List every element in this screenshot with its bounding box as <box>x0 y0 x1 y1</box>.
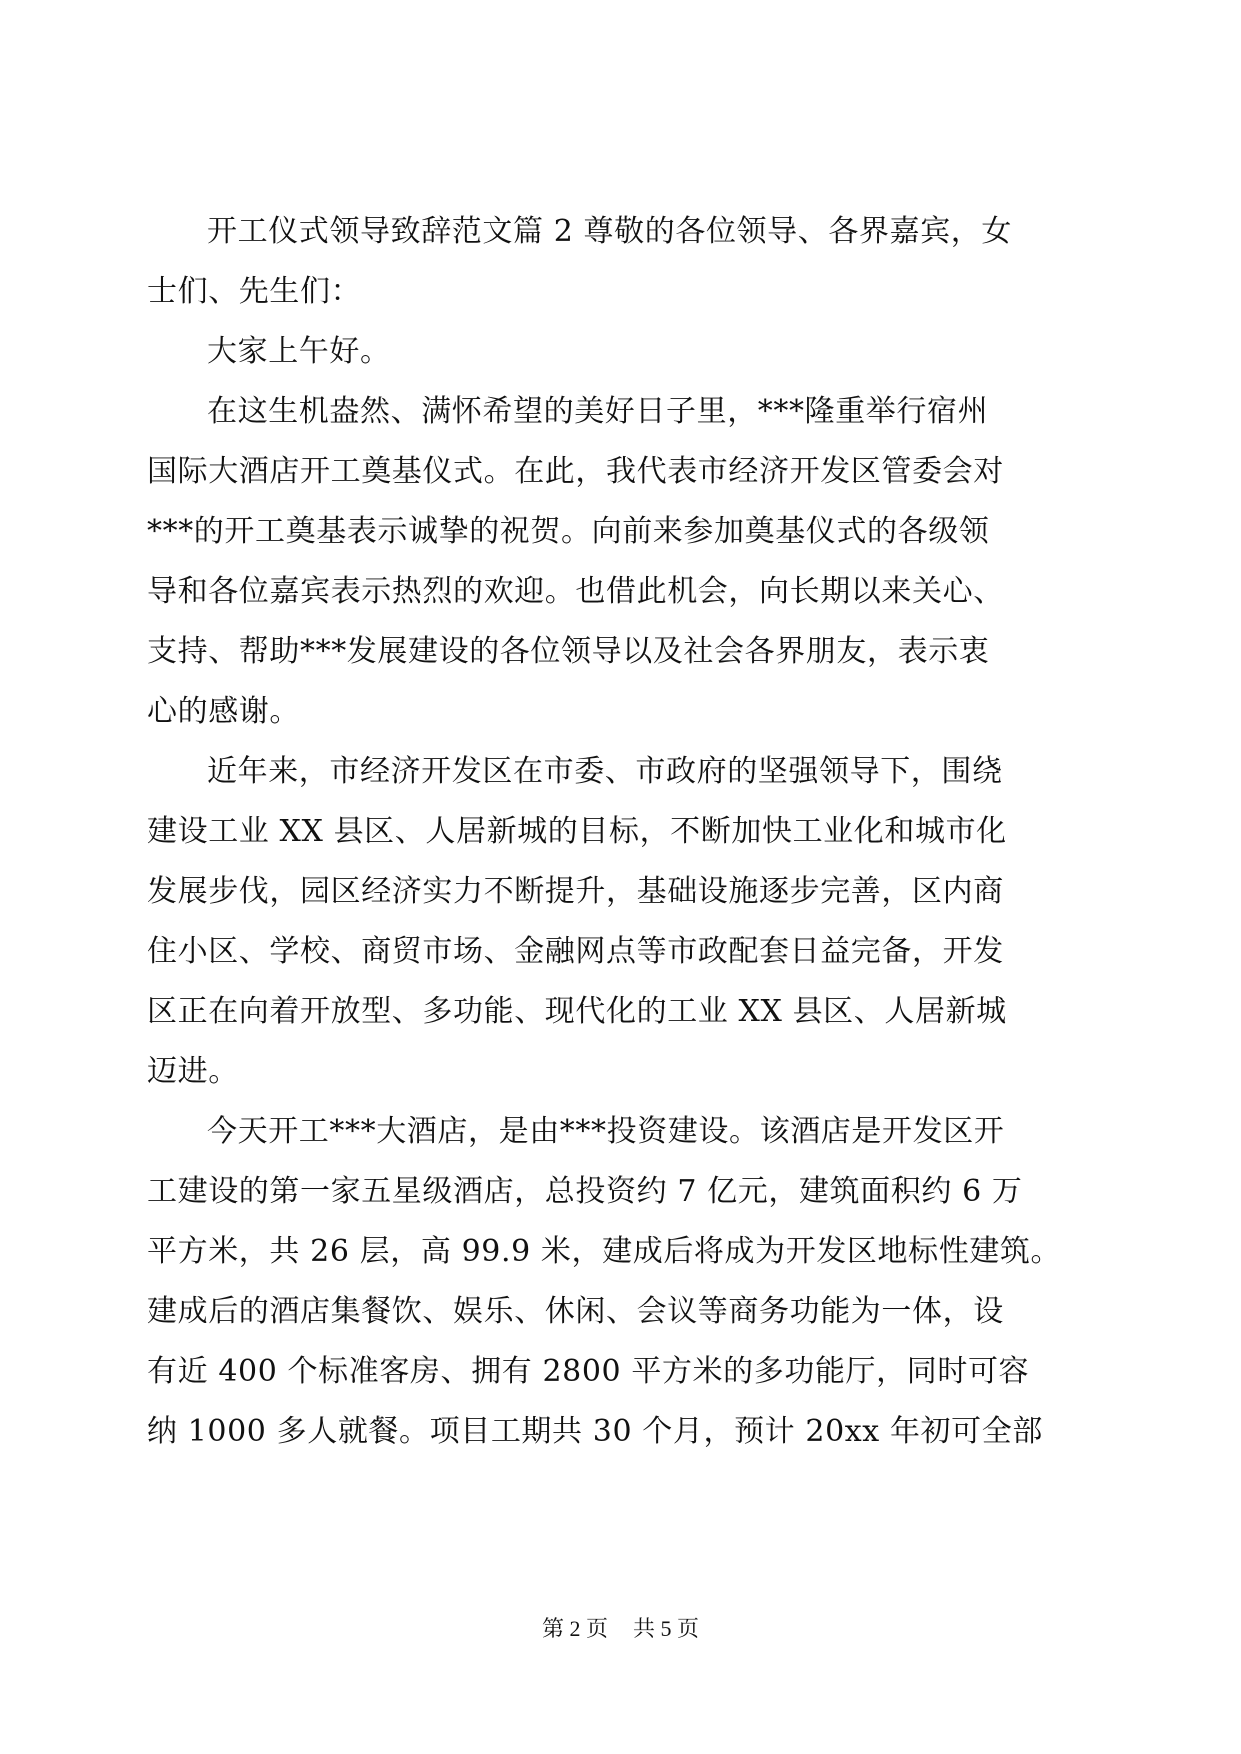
paragraph-line: 大家上午好。 <box>207 334 391 369</box>
paragraph-line: 发展步伐，园区经济实力不断提升，基础设施逐步完善，区内商 <box>147 874 1004 909</box>
page-total: 共 5 页 <box>633 1616 700 1641</box>
paragraph-line: 有近 400 个标准客房、拥有 2800 平方米的多功能厅，同时可容 <box>147 1354 1030 1389</box>
paragraph-line: 开工仪式领导致辞范文篇 2 尊敬的各位领导、各界嘉宾，女 <box>207 214 1012 249</box>
paragraph-line: 国际大酒店开工奠基仪式。在此，我代表市经济开发区管委会对 <box>147 454 1004 489</box>
paragraph-line: 近年来，市经济开发区在市委、市政府的坚强领导下，围绕 <box>207 754 1003 789</box>
page-footer <box>0 1614 1241 1644</box>
paragraph-line: 区正在向着开放型、多功能、现代化的工业 XX 县区、人居新城 <box>147 994 1007 1029</box>
paragraph-line: ***的开工奠基表示诚挚的祝贺。向前来参加奠基仪式的各级领 <box>147 514 990 549</box>
page-number: 第 2 页 <box>541 1616 608 1641</box>
paragraph-line: 今天开工***大酒店，是由***投资建设。该酒店是开发区开 <box>207 1114 1005 1149</box>
paragraph-line: 纳 1000 多人就餐。项目工期共 30 个月，预计 20xx 年初可全部 <box>147 1414 1043 1449</box>
paragraph-line: 士们、先生们： <box>147 274 362 309</box>
paragraph-line: 建成后的酒店集餐饮、娱乐、休闲、会议等商务功能为一体，设 <box>147 1294 1004 1329</box>
paragraph-line: 工建设的第一家五星级酒店，总投资约 7 亿元，建筑面积约 6 万 <box>147 1174 1023 1209</box>
paragraph-line: 平方米，共 26 层，高 99.9 米，建成后将成为开发区地标性建筑。 <box>147 1234 1062 1269</box>
paragraph-line: 住小区、学校、商贸市场、金融网点等市政配套日益完备，开发 <box>147 934 1004 969</box>
paragraph-line: 建设工业 XX 县区、人居新城的目标，不断加快工业化和城市化 <box>147 814 1007 849</box>
paragraph-line: 在这生机盎然、满怀希望的美好日子里，***隆重举行宿州 <box>207 394 989 429</box>
paragraph-line: 心的感谢。 <box>147 694 300 729</box>
paragraph-line: 迈进。 <box>147 1054 239 1089</box>
paragraph-line: 导和各位嘉宾表示热烈的欢迎。也借此机会，向长期以来关心、 <box>147 574 1004 609</box>
paragraph-line: 支持、帮助***发展建设的各位领导以及社会各界朋友，表示衷 <box>147 634 990 669</box>
